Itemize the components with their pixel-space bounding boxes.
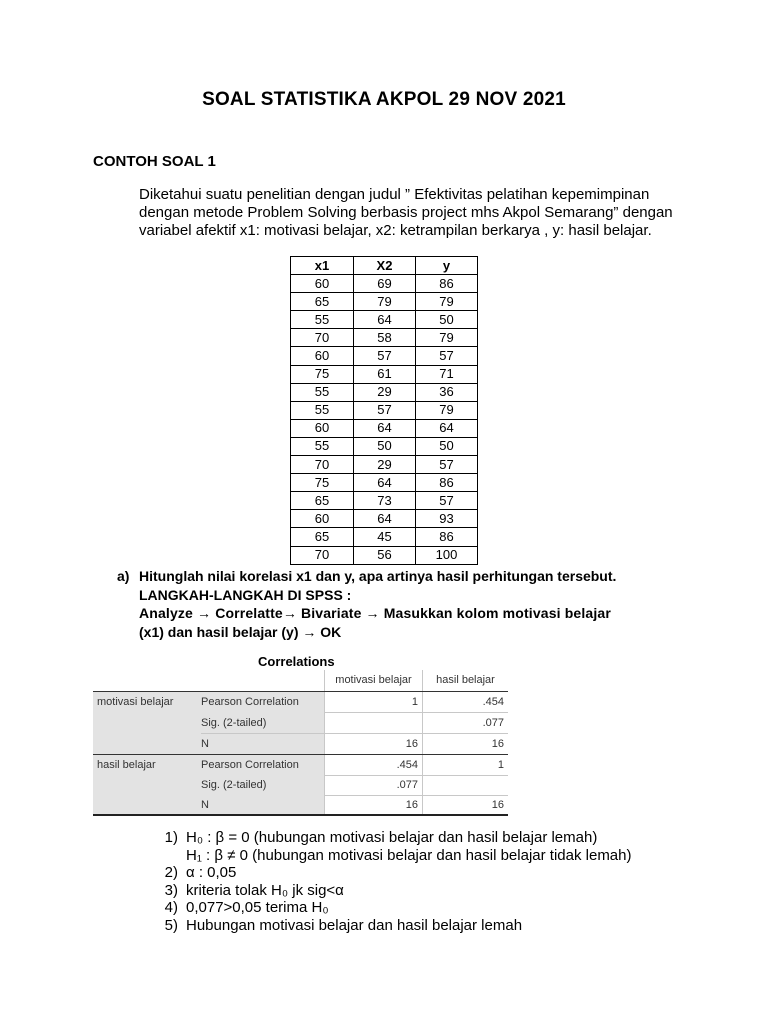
correlations-table <box>93 670 508 816</box>
table-cell: 55 <box>291 437 354 455</box>
table-cell: 45 <box>354 528 416 546</box>
spss-steps-line: (x1) dan hasil belajar (y) → OK <box>139 623 342 640</box>
table-cell: 65 <box>291 293 354 311</box>
table-row <box>291 474 478 492</box>
table-cell: 79 <box>354 293 416 311</box>
list-number: 1) <box>164 829 178 846</box>
corr-value: .454 <box>482 696 504 708</box>
stat-label: Pearson Correlation <box>201 696 299 708</box>
header-y: y <box>416 257 478 275</box>
table-cell: 70 <box>291 546 354 564</box>
table-cell: 60 <box>291 275 354 293</box>
corr-value: 16 <box>491 799 504 811</box>
table-row <box>291 437 478 455</box>
list-text: H₀ : β = 0 (hubungan motivasi belajar dan hasil belajar lemah) <box>186 829 598 846</box>
table-cell: 50 <box>416 437 478 455</box>
table-cell: 29 <box>354 456 416 474</box>
corr-value: 1 <box>411 696 418 708</box>
table-cell: 73 <box>354 492 416 510</box>
corr-value: 16 <box>405 738 418 750</box>
corr-value <box>325 713 418 733</box>
document-title: SOAL STATISTIKA AKPOL 29 NOV 2021 <box>202 89 566 110</box>
list-number: 3) <box>164 881 178 899</box>
table-cell: 57 <box>416 347 478 365</box>
table-cell: 57 <box>354 347 416 365</box>
table-cell: 65 <box>291 528 354 546</box>
table-cell: 71 <box>416 365 478 383</box>
table-cell: 64 <box>354 311 416 329</box>
table-cell: 60 <box>291 347 354 365</box>
table-cell: 55 <box>291 311 354 329</box>
col-header-motivasi: motivasi belajar <box>335 674 412 686</box>
question-label: a) <box>117 568 130 584</box>
data-table-header <box>291 257 478 275</box>
table-cell: 29 <box>354 383 416 401</box>
table-cell: 55 <box>291 383 354 401</box>
table-cell: 64 <box>354 474 416 492</box>
table-cell: 61 <box>354 365 416 383</box>
corr-value: .077 <box>482 717 504 729</box>
table-cell: 57 <box>416 492 478 510</box>
question-text: Hitunglah nilai korelasi x1 dan y, apa artinya hasil perhitungan tersebut. <box>139 568 617 584</box>
corr-value: 16 <box>405 799 418 811</box>
problem-description: Diketahui suatu penelitian dengan judul ” Efektivitas pelatihan kepemimpinan dengan metode Problem Solving berbasis project mhs Akpol Semarang” dengan variabel afektif x1: motivasi belajar, x2: ketrampilan berkarya , y: hasil belajar. <box>139 186 673 240</box>
table-cell: 70 <box>291 329 354 347</box>
table-cell: 86 <box>416 528 478 546</box>
list-text: H₁ : β ≠ 0 (hubungan motivasi belajar dan hasil belajar tidak lemah) <box>186 846 632 864</box>
table-cell: 93 <box>416 510 478 528</box>
table-cell: 60 <box>291 510 354 528</box>
row-group-label: motivasi belajar <box>97 696 174 708</box>
table-row <box>291 329 478 347</box>
table-cell: 75 <box>291 365 354 383</box>
table-cell: 79 <box>416 293 478 311</box>
table-cell: 64 <box>354 419 416 437</box>
table-cell: 36 <box>416 383 478 401</box>
header-x1: x1 <box>291 257 354 275</box>
table-cell: 50 <box>416 311 478 329</box>
corr-value: 16 <box>491 738 504 750</box>
table-cell: 65 <box>291 492 354 510</box>
stat-label: Sig. (2-tailed) <box>201 717 267 729</box>
table-cell: 86 <box>416 275 478 293</box>
table-cell: 100 <box>416 546 478 564</box>
row-group-label: hasil belajar <box>97 759 156 771</box>
table-row <box>291 456 478 474</box>
table-cell: 64 <box>416 419 478 437</box>
table-cell: 64 <box>354 510 416 528</box>
list-text: kriteria tolak H₀ jk sig<α <box>186 881 344 899</box>
header-x2: X2 <box>354 257 416 275</box>
stat-label: N <box>201 738 209 750</box>
data-table <box>290 256 478 565</box>
table-row <box>291 546 478 564</box>
corr-value: .454 <box>396 759 418 771</box>
table-cell: 56 <box>354 546 416 564</box>
list-number: 4) <box>164 899 178 916</box>
corr-value <box>423 775 504 795</box>
table-row <box>291 347 478 365</box>
table-row <box>291 275 478 293</box>
table-cell: 55 <box>291 401 354 419</box>
list-text: Hubungan motivasi belajar dan hasil belajar lemah <box>186 916 523 934</box>
table-row <box>291 383 478 401</box>
list-text: α : 0,05 <box>186 864 237 881</box>
table-cell: 50 <box>354 437 416 455</box>
list-text: 0,077>0,05 terima H₀ <box>186 899 329 916</box>
table-row <box>291 528 478 546</box>
table-row <box>291 401 478 419</box>
stat-label: Pearson Correlation <box>201 759 299 771</box>
table-row <box>291 293 478 311</box>
spss-steps-line: Analyze → Correlatte→ Bivariate → Masukkan kolom motivasi belajar <box>139 605 611 621</box>
table-row <box>291 492 478 510</box>
table-cell: 86 <box>416 474 478 492</box>
corr-value: .077 <box>396 779 418 791</box>
table-cell: 79 <box>416 329 478 347</box>
table-cell: 57 <box>354 401 416 419</box>
list-number: 2) <box>164 864 178 881</box>
table-cell: 58 <box>354 329 416 347</box>
stat-label: N <box>201 799 209 811</box>
section-heading: CONTOH SOAL 1 <box>93 153 216 170</box>
list-number: 5) <box>164 916 178 934</box>
table-cell: 70 <box>291 456 354 474</box>
table-cell: 57 <box>416 456 478 474</box>
table-cell: 69 <box>354 275 416 293</box>
spss-steps-heading: LANGKAH-LANGKAH DI SPSS : <box>139 586 352 603</box>
table-row <box>291 510 478 528</box>
table-row <box>291 419 478 437</box>
col-header-hasil: hasil belajar <box>436 674 495 686</box>
table-row <box>291 311 478 329</box>
stat-label: Sig. (2-tailed) <box>201 779 267 791</box>
table-cell: 79 <box>416 401 478 419</box>
table-cell: 75 <box>291 474 354 492</box>
table-row <box>291 365 478 383</box>
table-cell: 60 <box>291 419 354 437</box>
corr-value: 1 <box>497 759 504 771</box>
correlations-title: Correlations <box>258 654 335 669</box>
